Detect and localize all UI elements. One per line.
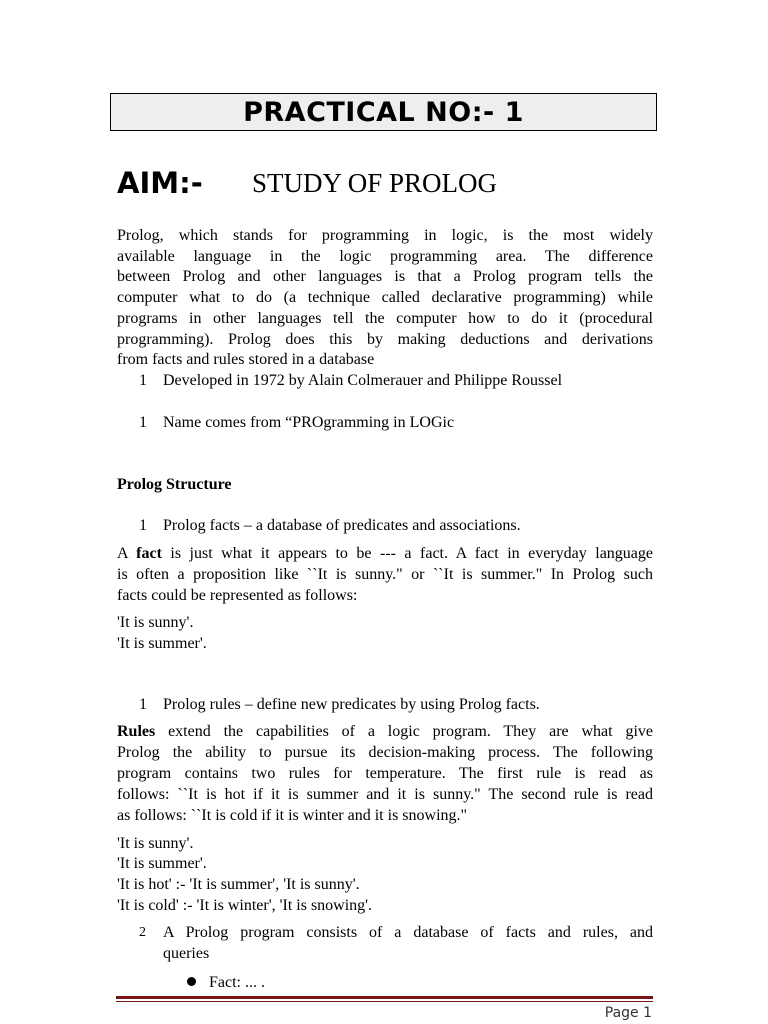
fact-paragraph-line: facts could be represented as follows:	[117, 587, 358, 604]
list-item: Developed in 1972 by Alain Colmerauer and Philippe Roussel	[163, 372, 563, 389]
intro-line: programs in other languages tell the computer how to do it (procedural	[117, 310, 653, 327]
rules-paragraph-line: follows: ``It is hot if it is summer and it is sunny." The second rule is read	[117, 786, 653, 803]
fact-paragraph-line: is often a proposition like ``It is sunny." or ``It is summer." In Prolog such	[117, 566, 653, 583]
list-number: 1	[139, 372, 147, 389]
intro-line: computer what to do (a technique called declarative programming) while	[117, 289, 653, 306]
rules-term: Rules	[117, 723, 156, 740]
aim-text: STUDY OF PROLOG	[252, 168, 498, 198]
aim-label: AIM:-	[117, 166, 203, 200]
fact-term: fact	[136, 545, 162, 562]
text-span: is just what it appears to be --- a fact. A fact in everyday language	[161, 545, 654, 562]
list-number: 1	[139, 414, 147, 431]
code-line: 'It is summer'.	[117, 855, 207, 872]
rules-paragraph-line	[117, 722, 653, 743]
list-number: 1	[139, 517, 147, 534]
intro-line: Prolog, which stands for programming in logic, is the most widely	[117, 227, 653, 244]
rules-paragraph-line: as follows: ``It is cold if it is winter and it is snowing."	[117, 807, 468, 824]
rules-paragraph-line: Prolog the ability to pursue its decision-making process. The following	[117, 744, 653, 761]
code-line: 'It is sunny'.	[117, 614, 194, 631]
section-heading: Prolog Structure	[117, 476, 232, 493]
list-item: A Prolog program consists of a database of facts and rules, and	[163, 924, 653, 941]
bullet-icon	[187, 977, 196, 986]
intro-line: between Prolog and other languages is that a Prolog program tells the	[117, 268, 653, 285]
footer-rule	[116, 996, 653, 999]
footer-rule	[116, 1001, 653, 1002]
intro-line: programming). Prolog does this by making deductions and derivations	[117, 331, 653, 348]
rules-paragraph-line: program contains two rules for temperature. The first rule is read as	[117, 765, 653, 782]
list-item: Name comes from “PROgramming in LOGic	[163, 414, 455, 431]
code-line: 'It is hot' :- 'It is summer', 'It is sunny'.	[117, 876, 360, 893]
code-line: 'It is summer'.	[117, 635, 207, 652]
text-span: A	[117, 545, 137, 562]
intro-line: from facts and rules stored in a database	[117, 351, 375, 368]
list-item: Prolog rules – define new predicates by using Prolog facts.	[163, 696, 540, 713]
text-span: extend the capabilities of a logic program. They are what give	[155, 723, 653, 740]
list-item: Prolog facts – a database of predicates and associations.	[163, 517, 521, 534]
code-line: 'It is cold' :- 'It is winter', 'It is snowing'.	[117, 897, 373, 914]
list-item: queries	[163, 945, 210, 962]
intro-line: available language in the logic programming area. The difference	[117, 248, 653, 265]
code-line: 'It is sunny'.	[117, 835, 194, 852]
bullet-item: Fact: ... .	[209, 974, 265, 991]
fact-paragraph-line	[117, 544, 653, 565]
page-number: Page 1	[604, 1005, 652, 1021]
practical-title: PRACTICAL NO:- 1	[110, 93, 657, 131]
list-number: 1	[139, 696, 147, 713]
list-number: 2	[139, 925, 146, 940]
